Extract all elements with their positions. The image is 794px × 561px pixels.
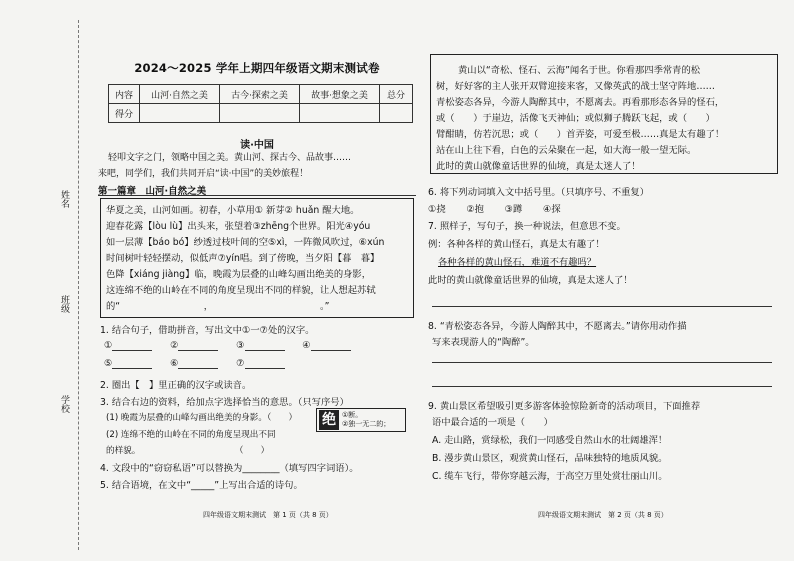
question-6: 6. 将下列动词填入文中括号里。（只填序号、不重复） xyxy=(428,187,650,198)
q1-blank[interactable] xyxy=(112,358,152,369)
question-7: 7. 照样子，写句子，换一种说法，但意思不变。 xyxy=(428,221,626,232)
passage-line: 这连绵不绝的山岭在不同的角度呈现出不同的样貌，让人想起苏轼 xyxy=(106,285,376,296)
score-header-content: 内容 xyxy=(109,85,140,104)
passage-line: 或（ ）于崖边，活像飞天神仙；或似狮子腾跃飞起，或（ ） xyxy=(436,113,715,124)
passage-line: 站在山上往下看，白色的云朵聚在一起，如大海一般一望无际。 xyxy=(436,145,697,156)
class-label: 班级 xyxy=(59,295,69,313)
name-label: 姓名 xyxy=(59,190,69,208)
question-8b: 写来表现游人的“陶醉”。 xyxy=(432,337,535,348)
note-line: ②独一无二的； xyxy=(342,420,391,428)
chapter-rule xyxy=(98,195,416,196)
intro-line-2: 来吧，同学们，我们共同开启“读·中国”的美妙旅程！ xyxy=(98,169,309,179)
score-cell[interactable] xyxy=(140,104,220,123)
question-4: 4. 文段中的“窃窃私语”可以替换为________（填写四字词语）。 xyxy=(100,463,359,474)
q8-answer-line-2[interactable] xyxy=(432,386,772,387)
score-header-section1: 山河·自然之美 xyxy=(140,85,220,104)
passage-line: 臂酣睛，仿若沉思；或（ ）首弄姿，可爱至极……真是太有趣了！ xyxy=(436,129,725,140)
binding-line xyxy=(78,20,79,550)
q6-option: ①挠 xyxy=(428,204,446,215)
score-header-total: 总分 xyxy=(380,85,413,104)
q7-answer-line[interactable] xyxy=(432,306,772,307)
question-9b: 语中最合适的一项是（ ） xyxy=(432,417,553,428)
passage-line: 华夏之美，山河如画。初春，小草用① 新芽② huǎn 醒大地。 xyxy=(106,205,360,216)
question-1: 1. 结合句子，借助拼音，写出文中①一⑦处的汉字。 xyxy=(100,325,315,336)
q9-option-b: B. 漫步黄山景区，观赏黄山怪石，品味独特的地质风貌。 xyxy=(432,453,668,464)
page-1 xyxy=(98,0,416,561)
passage-line: 的“ ， 。” xyxy=(106,301,330,312)
question-8: 8. “青松姿态各异，今游人陶醉其中，不愿离去。”请你用动作描 xyxy=(428,321,687,332)
q1-blank[interactable] xyxy=(245,340,285,351)
page-footer-2: 四年级语文期末测试 第 2 页（共 8 页） xyxy=(538,511,668,519)
q7-prompt: 此时的黄山就像童话世界的仙境，真是太迷人了！ xyxy=(428,275,633,286)
q1-answer-row-1 xyxy=(104,340,351,351)
q6-option: ③蹲 xyxy=(504,204,523,215)
passage-line: 如一层薄【báo bó】纱透过枝叶间的空⑤xì，一阵微风吹过，⑥xún xyxy=(106,237,385,248)
q1-slot-label: ③ xyxy=(236,340,245,351)
intro-heading: 读·中国 xyxy=(240,140,274,151)
q7-example-2: 各种各样的黄山怪石，难道不有趣吗？ xyxy=(438,257,597,268)
note-char: 绝 xyxy=(319,410,339,430)
school-label: 学校 xyxy=(59,395,69,413)
passage-line: 此时的黄山就像童话世界的仙境，真是太迷人了！ xyxy=(436,161,641,172)
page-2 xyxy=(428,0,778,561)
passage-line: 色降【xiáng jiàng】临，晚霞为层叠的山峰勾画出绝美的身影， xyxy=(106,269,372,280)
q1-slot-label: ② xyxy=(170,340,179,351)
q6-option: ④探 xyxy=(542,204,561,215)
page-footer-1: 四年级语文期末测试 第 1 页（共 8 页） xyxy=(203,511,333,519)
q6-option: ②抱 xyxy=(466,204,484,215)
passage-line: 黄山以“奇松、怪石、云海”闻名于世。你看那四季常青的松 xyxy=(458,65,701,76)
question-5: 5. 结合语境，在文中“_____”上写出合适的诗句。 xyxy=(100,480,303,491)
question-3-2b: 的样貌。 （ ） xyxy=(106,446,270,456)
q1-slot-label: ① xyxy=(104,340,113,351)
passage-line: 时间树叶轻轻摆动，似低声⑦yín唱。到了傍晚，当夕阳【暮 暮】 xyxy=(106,253,380,264)
binding-margin xyxy=(0,0,95,561)
dictionary-note xyxy=(316,408,406,432)
q1-blank[interactable] xyxy=(311,340,351,351)
score-cell[interactable] xyxy=(300,104,380,123)
chapter-heading: 第一篇章 山河·自然之美 xyxy=(98,186,207,197)
question-3-2: (2) 连绵不绝的山岭在不同的角度呈现出不同 xyxy=(106,430,276,440)
question-2: 2. 圈出【 】里正确的汉字或读音。 xyxy=(100,380,252,391)
note-line: ①断。 xyxy=(342,411,363,419)
passage-line: 迎春花露【lòu lù】出头来，张望着③zhēng个世界。阳光④yóu xyxy=(106,221,371,232)
exam-title: 2024～2025 学年上期四年级语文期末测试卷 xyxy=(134,61,380,75)
q1-slot-label: ④ xyxy=(302,340,311,351)
passage-line: 青松姿态各异，今游人陶醉其中，不愿离去。再看那形态各异的怪石， xyxy=(436,97,725,108)
q6-options xyxy=(428,201,561,215)
question-9: 9. 黄山景区希望吸引更多游客体验惊险新奇的活动项目，下面推荐 xyxy=(428,401,701,412)
question-3-1: (1) 晚霞为层叠的山峰勾画出绝美的身影。（ ） xyxy=(106,413,298,423)
note-text xyxy=(342,411,390,429)
q1-blank[interactable] xyxy=(112,340,152,351)
score-header-section3: 故事·想象之美 xyxy=(300,85,380,104)
q1-slot-label: ⑦ xyxy=(236,358,245,369)
score-cell[interactable] xyxy=(220,104,300,123)
q1-slot-label: ⑤ xyxy=(104,358,113,369)
q9-option-c: C. 缆车飞行，带你穿越云海，于高空万里处赏壮丽山川。 xyxy=(432,471,668,482)
score-cell[interactable] xyxy=(380,104,413,123)
q1-blank[interactable] xyxy=(178,340,218,351)
q8-answer-line-1[interactable] xyxy=(432,362,772,363)
q1-answer-row-2 xyxy=(104,358,285,369)
q1-blank[interactable] xyxy=(178,358,218,369)
score-header-section2: 古今·探索之美 xyxy=(220,85,300,104)
score-table xyxy=(108,84,413,123)
q9-option-a: A. 走山路，赏绿松，我们一同感受自然山水的壮阔雄浑！ xyxy=(432,435,668,446)
score-row-label: 得分 xyxy=(109,104,140,123)
q1-slot-label: ⑥ xyxy=(170,358,179,369)
q1-blank[interactable] xyxy=(245,358,285,369)
question-3: 3. 结合右边的资料，给加点字选择恰当的意思。（只写序号） xyxy=(100,397,349,408)
passage-line: 树，好好客的主人张开双臂迎接来客，又像英武的战士坚守阵地…… xyxy=(436,81,715,92)
q7-example-1: 例：各种各样的黄山怪石，真是太有趣了！ xyxy=(428,239,605,250)
intro-line-1: 轻叩文字之门，领略中国之美。黄山河、探古今、品故事…… xyxy=(108,153,352,163)
